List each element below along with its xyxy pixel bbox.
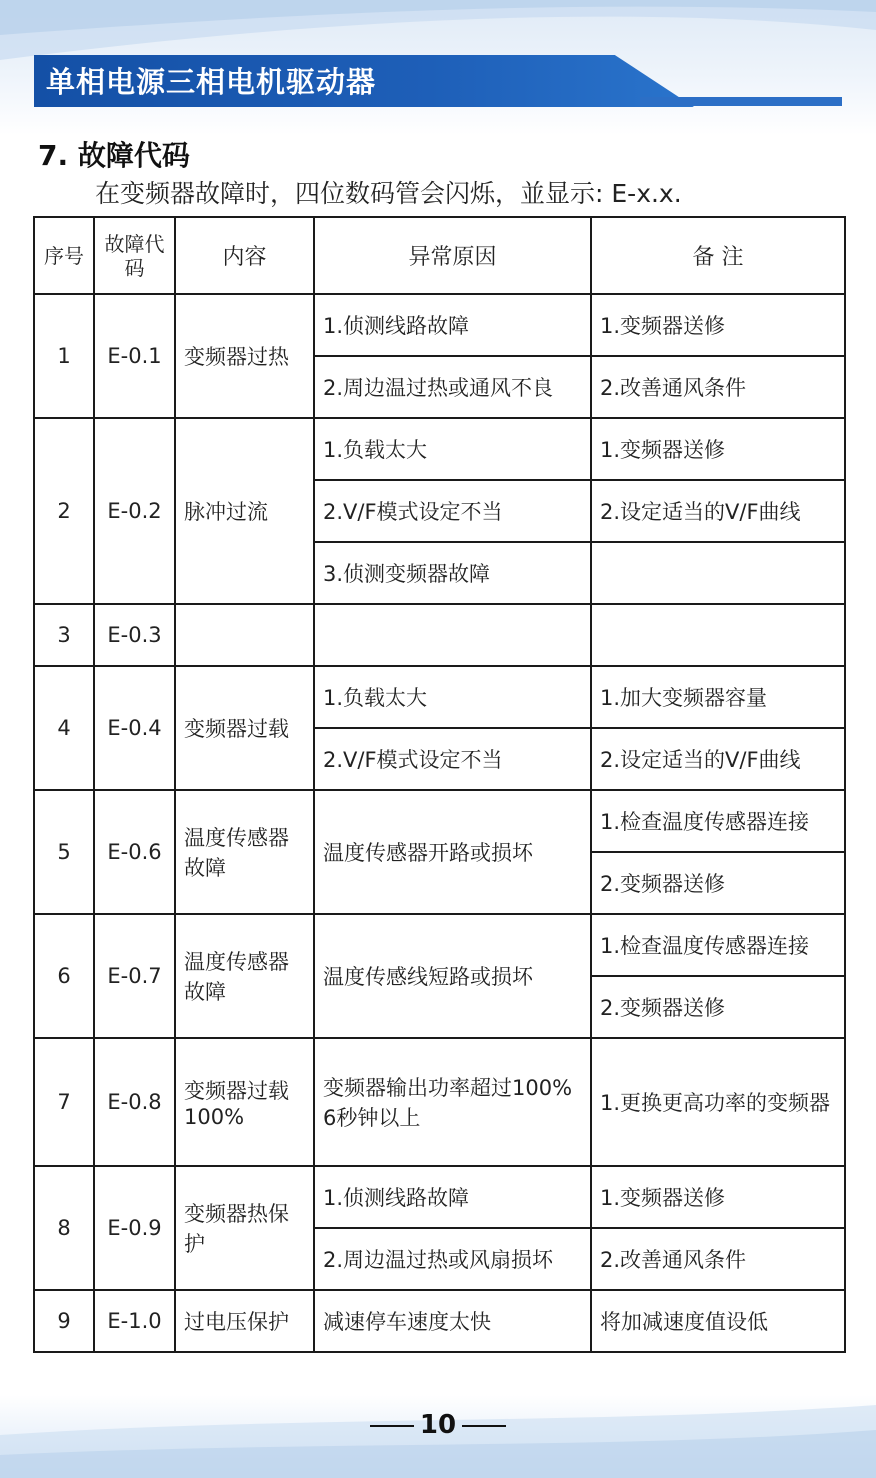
cell-content: 温度传感器故障 [175, 790, 314, 914]
cell-cause: 温度传感器开路或损坏 [314, 790, 591, 914]
cell-note: 2.变频器送修 [591, 852, 845, 914]
cell-cause: 变频器输出功率超过100% 6秒钟以上 [314, 1038, 591, 1166]
cell-cause [314, 604, 591, 666]
table-row [34, 666, 845, 728]
cell-note: 2.设定适当的V/F曲线 [591, 480, 845, 542]
cell-no: 4 [34, 666, 94, 790]
fault-code-table [33, 216, 846, 1353]
cell-note: 2.设定适当的V/F曲线 [591, 728, 845, 790]
cell-code: E-0.2 [94, 418, 175, 604]
cell-note: 2.改善通风条件 [591, 1228, 845, 1290]
cell-content: 变频器热保护 [175, 1166, 314, 1290]
cell-cause: 2.周边温过热或风扇损坏 [314, 1228, 591, 1290]
cell-content: 温度传感器故障 [175, 914, 314, 1038]
cell-code: E-0.4 [94, 666, 175, 790]
cell-cause: 3.侦测变频器故障 [314, 542, 591, 604]
cell-no: 1 [34, 294, 94, 418]
cell-note: 2.改善通风条件 [591, 356, 845, 418]
cell-no: 2 [34, 418, 94, 604]
cell-content: 变频器过热 [175, 294, 314, 418]
cell-note: 1.变频器送修 [591, 418, 845, 480]
cell-cause: 1.负载太大 [314, 418, 591, 480]
cell-content: 过电压保护 [175, 1290, 314, 1352]
page-number-text: 10 [419, 1410, 457, 1440]
cell-no: 9 [34, 1290, 94, 1352]
page-number-dash-right [462, 1425, 506, 1427]
cell-note: 2.变频器送修 [591, 976, 845, 1038]
cell-note: 1.检查温度传感器连接 [591, 914, 845, 976]
table-row [34, 604, 845, 666]
cell-content: 脉冲过流 [175, 418, 314, 604]
cell-cause: 1.侦测线路故障 [314, 1166, 591, 1228]
table-row [34, 294, 845, 356]
cell-code: E-0.7 [94, 914, 175, 1038]
cell-note [591, 542, 845, 604]
table-row [34, 1038, 845, 1166]
page-number [0, 1410, 876, 1440]
cell-cause: 1.侦测线路故障 [314, 294, 591, 356]
cell-cause: 1.负载太大 [314, 666, 591, 728]
table-row [34, 914, 845, 976]
header-accent-line [640, 97, 842, 106]
cell-note: 1.加大变频器容量 [591, 666, 845, 728]
cell-no: 3 [34, 604, 94, 666]
table-row [34, 1166, 845, 1228]
cell-cause: 温度传感线短路或损坏 [314, 914, 591, 1038]
cell-code: E-0.3 [94, 604, 175, 666]
cell-note: 将加减速度值设低 [591, 1290, 845, 1352]
header-cause: 异常原因 [314, 217, 591, 294]
page-header-title: 单相电源三相电机驱动器 [46, 65, 377, 99]
cell-code: E-0.9 [94, 1166, 175, 1290]
cell-note: 1.检查温度传感器连接 [591, 790, 845, 852]
header-code: 故障代码 [94, 217, 175, 294]
cell-content: 变频器过载100% [175, 1038, 314, 1166]
cell-code: E-0.6 [94, 790, 175, 914]
cell-cause: 2.周边温过热或通风不良 [314, 356, 591, 418]
table-row [34, 790, 845, 852]
header-content: 内容 [175, 217, 314, 294]
table-row [34, 418, 845, 480]
table-header-row [34, 217, 845, 294]
cell-note [591, 604, 845, 666]
cell-note: 1.变频器送修 [591, 1166, 845, 1228]
cell-no: 6 [34, 914, 94, 1038]
section-intro: 在变频器故障时，四位数码管会闪烁，並显示: E-x.x. [95, 179, 682, 208]
cell-no: 7 [34, 1038, 94, 1166]
cell-no: 8 [34, 1166, 94, 1290]
cell-no: 5 [34, 790, 94, 914]
table-row [34, 1290, 845, 1352]
header-no: 序号 [34, 217, 94, 294]
cell-cause: 2.V/F模式设定不当 [314, 480, 591, 542]
cell-code: E-0.1 [94, 294, 175, 418]
cell-cause: 减速停车速度太快 [314, 1290, 591, 1352]
cell-content [175, 604, 314, 666]
cell-cause: 2.V/F模式设定不当 [314, 728, 591, 790]
cell-content: 变频器过载 [175, 666, 314, 790]
page-number-dash-left [370, 1425, 414, 1427]
cell-code: E-0.8 [94, 1038, 175, 1166]
section-title: 7. 故障代码 [38, 139, 190, 172]
cell-note: 1.更换更高功率的变频器 [591, 1038, 845, 1166]
header-note: 备 注 [591, 217, 845, 294]
cell-note: 1.变频器送修 [591, 294, 845, 356]
cell-code: E-1.0 [94, 1290, 175, 1352]
